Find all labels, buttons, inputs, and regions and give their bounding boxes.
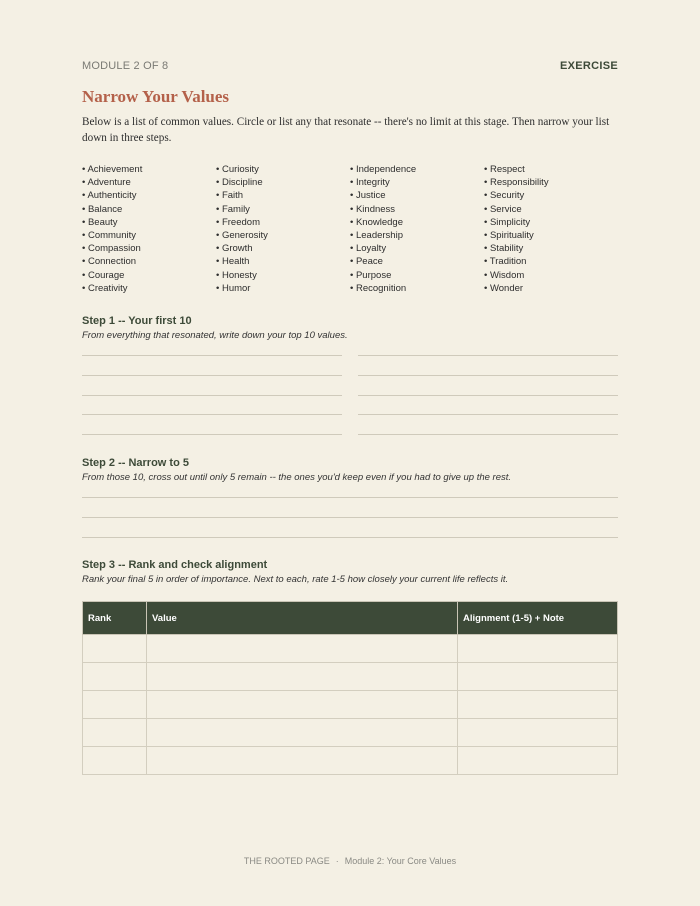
write-line-right-1[interactable] bbox=[358, 355, 618, 356]
value-item: • Service bbox=[484, 203, 522, 215]
value-item: • Wisdom bbox=[484, 269, 525, 281]
value-item: • Family bbox=[216, 203, 250, 215]
value-item: • Authenticity bbox=[82, 190, 137, 202]
value-item: • Integrity bbox=[350, 177, 390, 189]
footer-module: Module 2: Your Core Values bbox=[344, 856, 457, 866]
value-item: • Honesty bbox=[216, 269, 257, 281]
rank-cell[interactable] bbox=[83, 747, 147, 775]
value-item: • Recognition bbox=[350, 282, 407, 294]
exercise-tag: EXERCISE bbox=[559, 60, 618, 72]
value-item: • Peace bbox=[350, 256, 383, 268]
table-row bbox=[83, 719, 618, 747]
page-header bbox=[82, 60, 618, 72]
alignment-cell[interactable] bbox=[458, 719, 618, 747]
rank-cell[interactable] bbox=[83, 719, 147, 747]
value-item: • Freedom bbox=[216, 216, 260, 228]
value-item: • Community bbox=[82, 230, 137, 242]
value-item: • Curiosity bbox=[216, 164, 259, 175]
table-header-row bbox=[83, 602, 618, 635]
value-item: • Knowledge bbox=[350, 216, 403, 228]
value-item: • Beauty bbox=[82, 216, 118, 228]
value-cell[interactable] bbox=[147, 691, 458, 719]
page-title: Narrow Your Values bbox=[82, 87, 230, 106]
page-footer bbox=[0, 856, 700, 866]
table-row bbox=[83, 663, 618, 691]
value-item: • Compassion bbox=[82, 243, 141, 255]
intro-paragraph: Below is a list of common values. Circle or list any that resonate -- there's no limit at this stage. Then narrow your list down in three steps. bbox=[82, 116, 610, 144]
value-cell[interactable] bbox=[147, 747, 458, 775]
write-line-left-2[interactable] bbox=[82, 375, 342, 376]
value-item: • Tradition bbox=[484, 256, 527, 268]
value-item: • Creativity bbox=[82, 282, 128, 294]
value-item: • Faith bbox=[216, 190, 244, 202]
module-indicator: MODULE 2 OF 8 bbox=[82, 60, 169, 72]
values-column-2 bbox=[216, 163, 350, 295]
rank-cell[interactable] bbox=[83, 635, 147, 663]
write-line-right-4[interactable] bbox=[358, 414, 618, 415]
table-row bbox=[83, 635, 618, 663]
value-item: • Independence bbox=[350, 164, 417, 175]
values-column-3 bbox=[350, 163, 484, 295]
alignment-column-header: Alignment (1-5) + Note bbox=[458, 602, 618, 635]
value-item: • Leadership bbox=[350, 230, 403, 242]
value-item: • Responsibility bbox=[484, 177, 549, 189]
table-row bbox=[83, 747, 618, 775]
value-cell[interactable] bbox=[147, 663, 458, 691]
write-line-3[interactable] bbox=[82, 537, 618, 538]
values-column-1 bbox=[82, 163, 216, 295]
write-line-left-3[interactable] bbox=[82, 395, 342, 396]
write-line-2[interactable] bbox=[82, 517, 618, 518]
value-item: • Balance bbox=[82, 203, 123, 215]
write-line-right-2[interactable] bbox=[358, 375, 618, 376]
alignment-cell[interactable] bbox=[458, 747, 618, 775]
value-item: • Health bbox=[216, 256, 250, 268]
value-item: • Achievement bbox=[82, 164, 143, 175]
step2-title: Step 2 -- Narrow to 5 bbox=[82, 457, 189, 469]
value-item: • Wonder bbox=[484, 282, 524, 294]
alignment-cell[interactable] bbox=[458, 635, 618, 663]
rank-cell[interactable] bbox=[83, 663, 147, 691]
footer-brand: THE ROOTED PAGE bbox=[243, 856, 330, 866]
value-item: • Stability bbox=[484, 243, 524, 255]
value-item: • Connection bbox=[82, 256, 137, 268]
write-line-left-1[interactable] bbox=[82, 355, 342, 356]
step3-subtitle: Rank your final 5 in order of importance. Next to each, rate 1-5 how closely your current life reflects it. bbox=[82, 574, 509, 585]
step1-title: Step 1 -- Your first 10 bbox=[82, 315, 192, 327]
value-item: • Loyalty bbox=[350, 243, 387, 255]
value-cell[interactable] bbox=[147, 635, 458, 663]
value-item: • Simplicity bbox=[484, 216, 531, 228]
value-item: • Discipline bbox=[216, 177, 263, 189]
value-cell[interactable] bbox=[147, 719, 458, 747]
value-item: • Purpose bbox=[350, 269, 392, 281]
value-item: • Courage bbox=[82, 269, 125, 281]
value-item: • Generosity bbox=[216, 230, 268, 242]
values-column-4 bbox=[484, 163, 618, 295]
write-line-left-4[interactable] bbox=[82, 414, 342, 415]
value-item: • Kindness bbox=[350, 203, 396, 215]
value-item: • Adventure bbox=[82, 177, 131, 189]
step3-title: Step 3 -- Rank and check alignment bbox=[82, 559, 268, 571]
write-line-left-5[interactable] bbox=[82, 434, 342, 435]
value-item: • Humor bbox=[216, 282, 251, 294]
write-line-right-5[interactable] bbox=[358, 434, 618, 435]
table-row bbox=[83, 691, 618, 719]
step2-subtitle: From those 10, cross out until only 5 remain -- the ones you'd keep even if you had to give up the rest. bbox=[82, 472, 512, 483]
values-list bbox=[82, 163, 618, 295]
rank-column-header: Rank bbox=[83, 602, 147, 635]
alignment-cell[interactable] bbox=[458, 663, 618, 691]
value-column-header: Value bbox=[147, 602, 458, 635]
value-item: • Justice bbox=[350, 190, 386, 202]
step1-subtitle: From everything that resonated, write down your top 10 values. bbox=[82, 330, 348, 341]
ranking-table bbox=[82, 601, 618, 775]
footer-separator: · bbox=[335, 856, 339, 866]
alignment-cell[interactable] bbox=[458, 691, 618, 719]
value-item: • Security bbox=[484, 190, 525, 202]
write-line-right-3[interactable] bbox=[358, 395, 618, 396]
value-item: • Spirituality bbox=[484, 230, 534, 242]
write-line-1[interactable] bbox=[82, 497, 618, 498]
rank-cell[interactable] bbox=[83, 691, 147, 719]
value-item: • Growth bbox=[216, 243, 253, 255]
value-item: • Respect bbox=[484, 164, 525, 175]
